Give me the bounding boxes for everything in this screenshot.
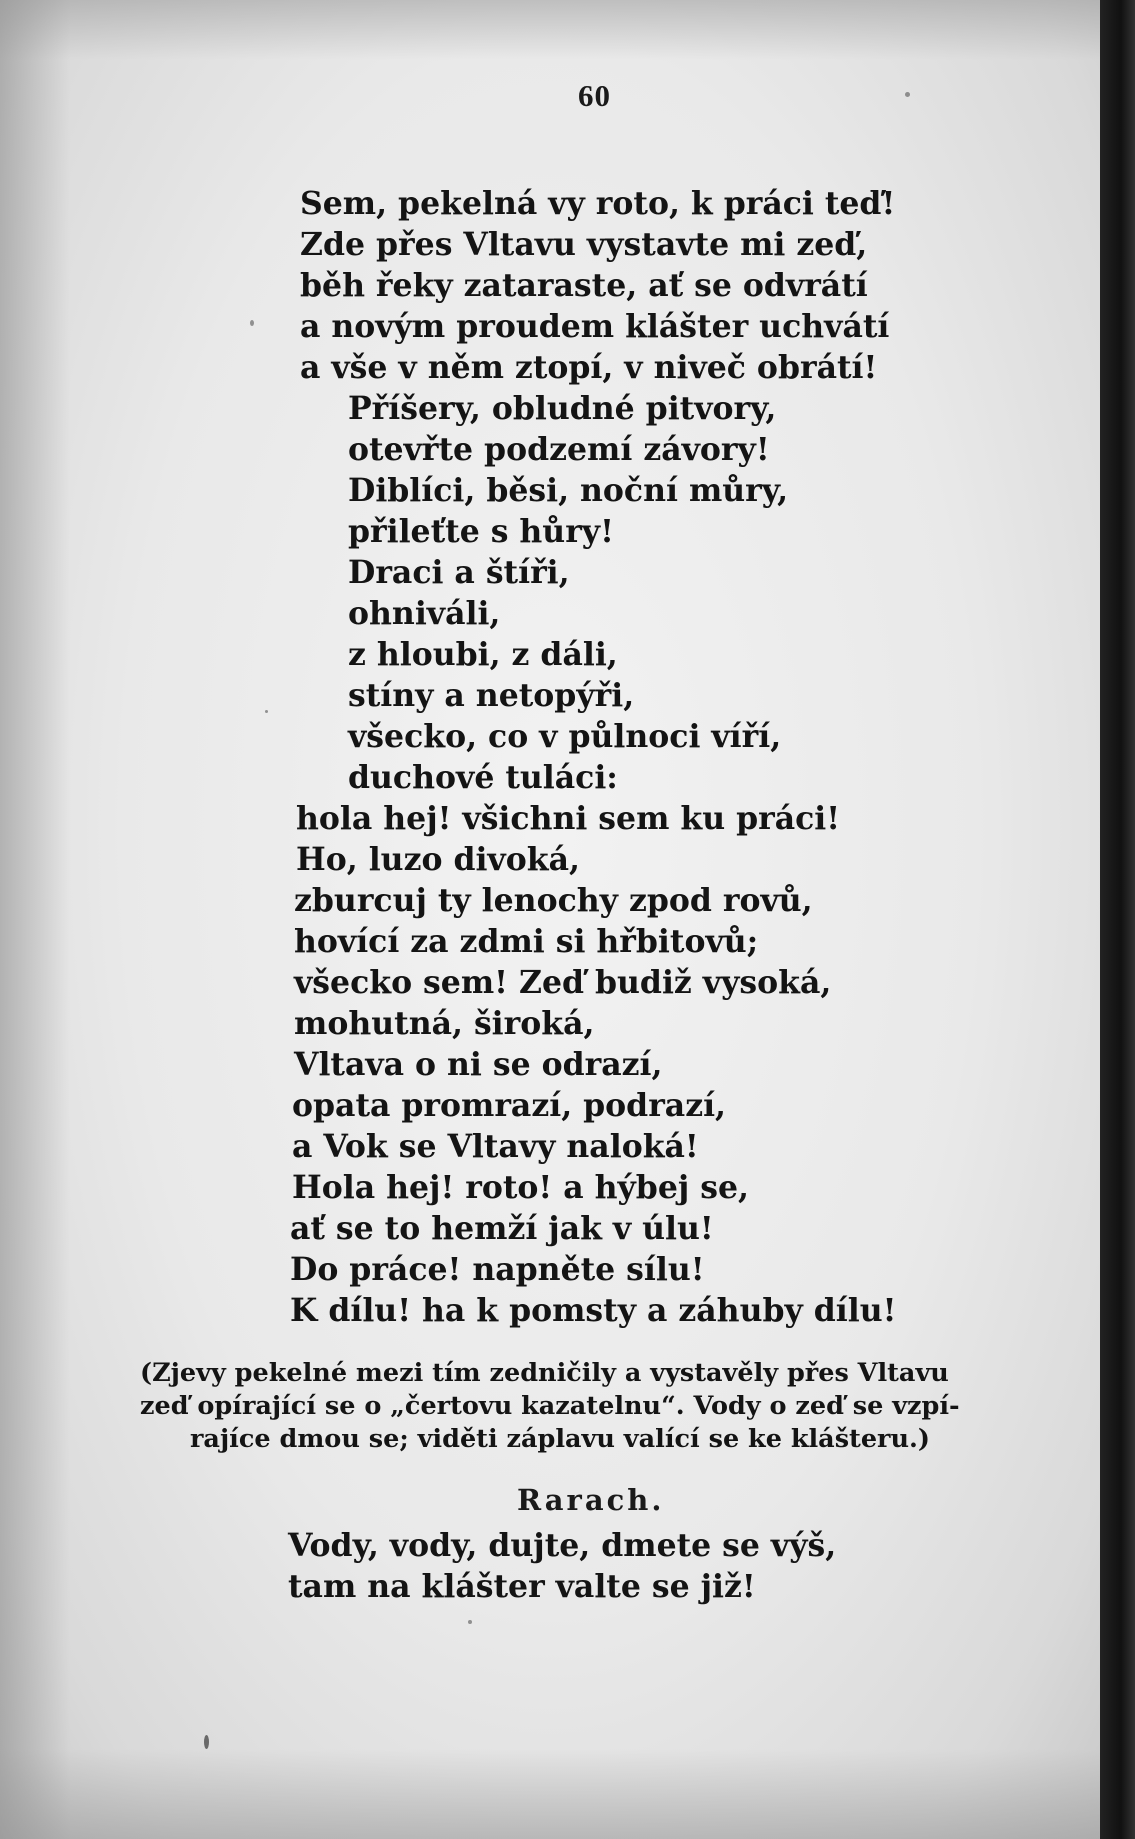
verse-line: stíny a netopýři, xyxy=(348,677,635,714)
paper-speck xyxy=(905,92,910,97)
verse-line: a vše v něm ztopí, v niveč obrátí! xyxy=(300,349,878,386)
verse-line: Do práce! napněte sílu! xyxy=(290,1251,705,1288)
paper-speck xyxy=(468,1620,472,1624)
verse-line: Příšery, obludné pitvory, xyxy=(348,390,777,427)
stage-direction-line: rajíce dmou se; viděti záplavu valící se ke klášteru.) xyxy=(190,1424,930,1454)
verse-line: všecko sem! Zeď budiž vysoká, xyxy=(294,964,832,1001)
verse-line: přileťte s hůry! xyxy=(348,513,614,550)
verse-line: duchové tuláci: xyxy=(348,759,618,796)
stage-direction-line: zeď opírající se o „čertovu kazatelnu“. Vody o zeď se vzpí- xyxy=(140,1391,960,1421)
book-spine-shadow xyxy=(1100,0,1135,1839)
verse-line: všecko, co v půlnoci víří, xyxy=(348,718,782,755)
stage-direction-line: (Zjevy pekelné mezi tím zedničily a vystavěly přes Vltavu xyxy=(140,1358,949,1388)
verse-line: opata promrazí, podrazí, xyxy=(292,1087,727,1124)
verse-line: a Vok se Vltavy naloká! xyxy=(292,1128,699,1165)
verse-line: Sem, pekelná vy roto, k práci teď! xyxy=(300,185,896,222)
paper-speck xyxy=(265,710,268,713)
verse-line: K dílu! ha k pomsty a záhuby dílu! xyxy=(290,1292,897,1329)
stage-direction xyxy=(140,1357,1040,1456)
speaker-name: Rarach. xyxy=(517,1483,665,1517)
verse-line: Draci a štíři, xyxy=(348,554,570,591)
verse-line: otevřte podzemí závory! xyxy=(348,431,770,468)
verse-line: ať se to hemží jak v úlu! xyxy=(290,1210,714,1247)
page-shadow-top xyxy=(0,0,1100,60)
verse-line: tam na klášter valte se již! xyxy=(288,1568,756,1605)
verse-line: běh řeky zataraste, ať se odvrátí xyxy=(300,267,868,304)
verse-line: Hola hej! roto! a hýbej se, xyxy=(292,1169,749,1206)
page-shadow-left xyxy=(0,0,70,1839)
verse-line: Diblíci, běsi, noční můry, xyxy=(348,472,789,509)
verse-line: Zde přes Vltavu vystavte mi zeď, xyxy=(300,226,868,263)
paper-speck xyxy=(204,1735,209,1749)
verse-line: hola hej! všichni sem ku práci! xyxy=(296,800,841,837)
verse-line: a novým proudem klášter uchvátí xyxy=(300,308,890,345)
verse-line: Vltava o ni se odrazí, xyxy=(294,1046,663,1083)
verse-line: Ho, luzo divoká, xyxy=(296,841,580,878)
verse-line: Vody, vody, dujte, dmete se výš, xyxy=(288,1527,837,1564)
page-shadow-bottom xyxy=(0,1749,1100,1839)
verse-line: ohniváli, xyxy=(348,595,501,632)
verse-line: z hloubi, z dáli, xyxy=(348,636,618,673)
page-number: 60 xyxy=(578,78,611,113)
verse-line: hovící za zdmi si hřbitovů; xyxy=(294,923,759,960)
verse-line: zburcuj ty lenochy zpod rovů, xyxy=(294,882,813,919)
verse-line: mohutná, široká, xyxy=(294,1005,595,1042)
paper-speck xyxy=(250,320,254,326)
